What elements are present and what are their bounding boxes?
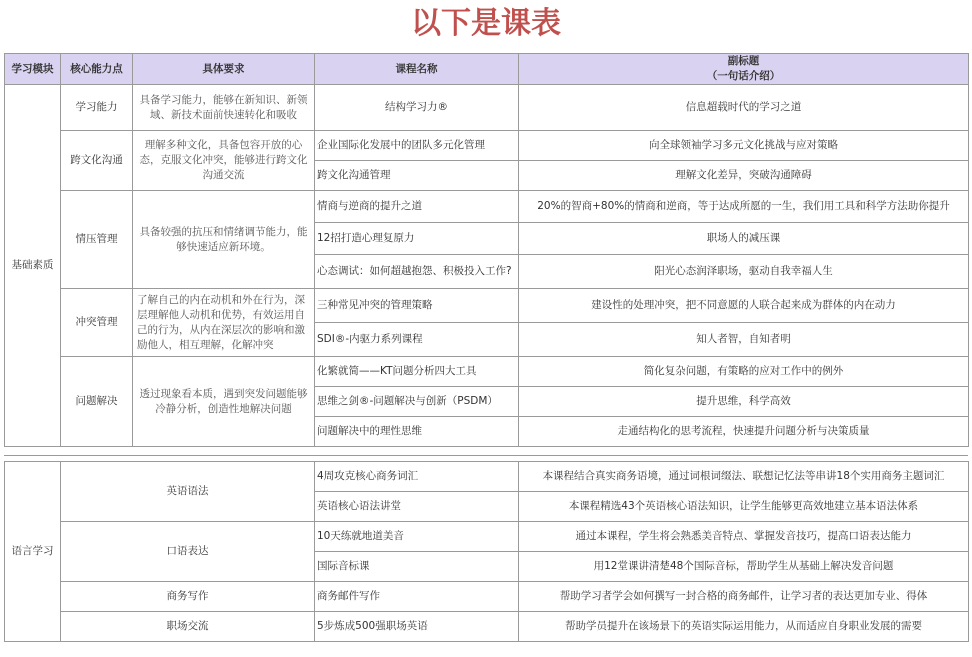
- ability-cell: 口语表达: [61, 522, 315, 582]
- course-name-cell: SDI®-内驱力系列课程: [315, 323, 519, 357]
- module-cell: 语言学习: [5, 462, 61, 642]
- ability-cell: 跨文化沟通: [61, 131, 133, 191]
- subtitle-cell: 向全球领袖学习多元文化挑战与应对策略: [519, 131, 969, 161]
- subtitle-cell: 提升思维，科学高效: [519, 387, 969, 417]
- table-row: [5, 522, 969, 552]
- subtitle-cell: 建设性的处理冲突，把不同意愿的人联合起来成为群体的内在动力: [519, 289, 969, 323]
- course-name-cell: 思维之剑®-问题解决与创新（PSDM）: [315, 387, 519, 417]
- course-name-cell: 国际音标课: [315, 552, 519, 582]
- header-module: 学习模块: [5, 54, 61, 85]
- course-name-cell: 企业国际化发展中的团队多元化管理: [315, 131, 519, 161]
- course-name-cell: 问题解决中的理性思维: [315, 417, 519, 447]
- table-row: [5, 85, 969, 131]
- header-subtitle-line1: 副标题: [727, 55, 760, 67]
- subtitle-cell: 本课程结合真实商务语境，通过词根词缀法、联想记忆法等串讲18个实用商务主题词汇: [519, 462, 969, 492]
- header-requirement: 具体要求: [133, 54, 315, 85]
- requirement-cell: 透过现象看本质，遇到突发问题能够冷静分析，创造性地解决问题: [133, 357, 315, 447]
- course-name-cell: 情商与逆商的提升之道: [315, 191, 519, 223]
- course-table-language: [4, 461, 969, 642]
- requirement-cell: 了解自己的内在动机和外在行为，深层理解他人动机和优势，有效运用自己的行为，从内在深层次的影响和激励他人，相互理解，化解冲突: [133, 289, 315, 357]
- subtitle-cell: 阳光心态润泽职场，驱动自我幸福人生: [519, 255, 969, 289]
- course-name-cell: 商务邮件写作: [315, 582, 519, 612]
- table-row: [5, 357, 969, 387]
- course-name-cell: 结构学习力®: [315, 85, 519, 131]
- header-subtitle: [519, 54, 969, 85]
- table-row: [5, 462, 969, 492]
- course-table-foundation: [4, 53, 969, 447]
- ability-cell: 问题解决: [61, 357, 133, 447]
- table-row: [5, 612, 969, 642]
- subtitle-cell: 20%的智商+80%的情商和逆商，等于达成所愿的一生，我们用工具和科学方法助你提升: [519, 191, 969, 223]
- module-cell: 基础素质: [5, 85, 61, 447]
- requirement-cell: 具备学习能力，能够在新知识、新领域、新技术面前快速转化和吸收: [133, 85, 315, 131]
- ability-cell: 冲突管理: [61, 289, 133, 357]
- course-name-cell: 12招打造心理复原力: [315, 223, 519, 255]
- table-row: [5, 582, 969, 612]
- ability-cell: 职场交流: [61, 612, 315, 642]
- course-name-cell: 心态调试：如何超越抱怨、积极投入工作?: [315, 255, 519, 289]
- ability-cell: 学习能力: [61, 85, 133, 131]
- header-ability: 核心能力点: [61, 54, 133, 85]
- page-title: 以下是课表: [411, 6, 561, 41]
- table-row: [5, 191, 969, 223]
- ability-cell: 英语语法: [61, 462, 315, 522]
- course-name-cell: 化繁就简——KT问题分析四大工具: [315, 357, 519, 387]
- header-subtitle-line2: （一句话介绍）: [706, 70, 781, 82]
- subtitle-cell: 用12堂课讲清楚48个国际音标，帮助学生从基础上解决发音问题: [519, 552, 969, 582]
- requirement-cell: 理解多种文化，具备包容开放的心态，克服文化冲突，能够进行跨文化沟通交流: [133, 131, 315, 191]
- subtitle-cell: 走通结构化的思考流程，快速提升问题分析与决策质量: [519, 417, 969, 447]
- subtitle-cell: 理解文化差异，突破沟通障碍: [519, 161, 969, 191]
- course-name-cell: 英语核心语法讲堂: [315, 492, 519, 522]
- course-name-cell: 4周攻克核心商务词汇: [315, 462, 519, 492]
- table-header-row: [5, 54, 969, 85]
- requirement-cell: 具备较强的抗压和情绪调节能力，能够快速适应新环境。: [133, 191, 315, 289]
- table-divider: [4, 455, 968, 456]
- course-name-cell: 三种常见冲突的管理策略: [315, 289, 519, 323]
- course-name-cell: 5步炼成500强职场英语: [315, 612, 519, 642]
- table-row: [5, 289, 969, 323]
- course-name-cell: 跨文化沟通管理: [315, 161, 519, 191]
- subtitle-cell: 知人者智，自知者明: [519, 323, 969, 357]
- subtitle-cell: 帮助学员提升在该场景下的英语实际运用能力，从而适应自身职业发展的需要: [519, 612, 969, 642]
- ability-cell: 情压管理: [61, 191, 133, 289]
- subtitle-cell: 通过本课程，学生将会熟悉美音特点、掌握发音技巧，提高口语表达能力: [519, 522, 969, 552]
- table-row: [5, 131, 969, 161]
- subtitle-cell: 职场人的减压课: [519, 223, 969, 255]
- header-course-name: 课程名称: [315, 54, 519, 85]
- ability-cell: 商务写作: [61, 582, 315, 612]
- course-name-cell: 10天练就地道美音: [315, 522, 519, 552]
- subtitle-cell: 信息超载时代的学习之道: [519, 85, 969, 131]
- subtitle-cell: 本课程精选43个英语核心语法知识，让学生能够更高效地建立基本语法体系: [519, 492, 969, 522]
- subtitle-cell: 简化复杂问题，有策略的应对工作中的例外: [519, 357, 969, 387]
- subtitle-cell: 帮助学习者学会如何撰写一封合格的商务邮件，让学习者的表达更加专业、得体: [519, 582, 969, 612]
